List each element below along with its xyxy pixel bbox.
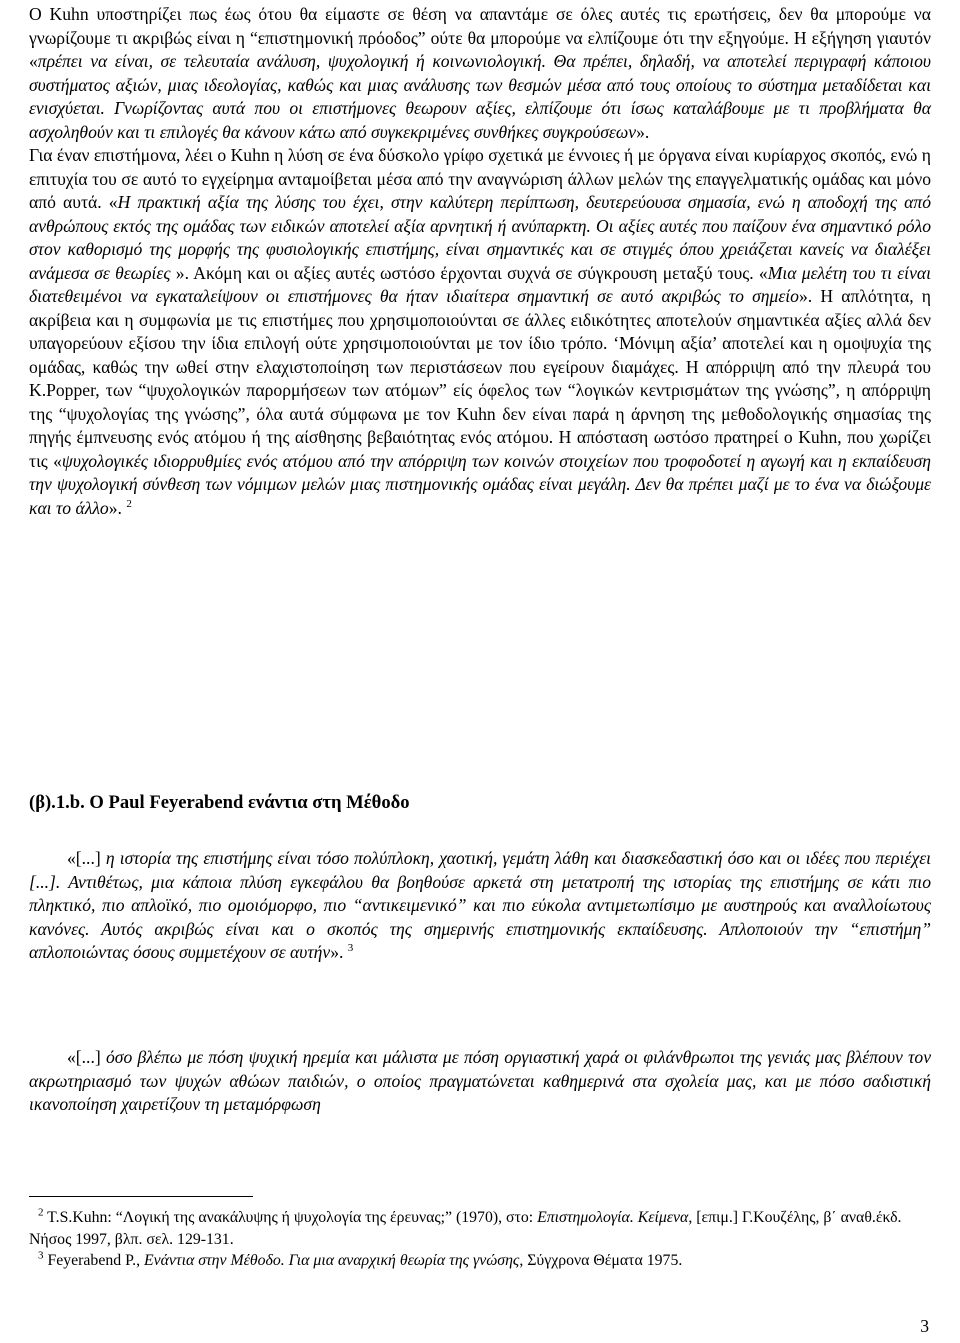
italic-text-run: η ιστορία της επιστήμης είναι τόσο πολύπλοκη, χαοτική, γεμάτη λάθη και διασκεδαστική όσο και οι ιδέες που περιέχει [...]. Αντιθέτως, μια κάποια πλύση εγκεφάλου θα βοηθούσε αρκετά στη μετατροπή της ιστορίας της επιστήμης σε κάτι πιο πληκτικό, πιο απλοϊκό, πιο ομοιόμορφο, πιο “αντικειμενικό” και πιο εύκολα αντιμετωπίσιμο με αυστηρούς και αναλλοίωτους κανόνες. Αυτός ακριβώς είναι και ο σκοπός της σημερινής επιστημονικής εκπαίδευσης. Απλοποιούν την “επιστήμη” απλοποιώντας όσους συμμετέχουν σε αυτήν (29, 848, 932, 962)
italic-text-run: Μια μελέτη του τι είναι διατεθειμένοι να εγκαταλείψουν οι επιστήμονες θα ήταν ιδιαίτερα σημαντική σε αυτό ακριβώς το σημείο (29, 262, 931, 306)
italic-text-run: Η πρακτική αξία της λύσης του έχει, στην καλύτερη περίπτωση, δευτερεύουσα σημασία, ενώ η αποδοχή της από ανθρώπους εκτός της ομάδας των ειδικών αποτελεί αξία αρνητική ή ανύπαρκτη. Οι αξίες αυτές που παίζουν ένα σημαντικό ρόλο στον καθορισμό της μορφής της φυσιολογικής επιστήμης, είναι σημαντικές και σε στιγμές όπου χρειάζεται κανείς να διαλέξει ανάμεσα σε θεωρίες (29, 192, 932, 283)
section-heading: (β).1.b. Ο Paul Feyerabend ενάντια στη Μέθοδο (29, 792, 410, 813)
italic-text-run: Επιστημολογία. Κείμενα (537, 1209, 689, 1226)
footnote-separator (29, 1196, 253, 1197)
text-run: Για έναν επιστήμονα, λέει ο Kuhn η λύση σε ένα δύσκολο γρίφο σχετικά με έννοιες ή με όργανα είναι κυρίαρχος σκοπός, ενώ η επιτυχία του σε αυτό το εγχείρημα ανταμοίβεται μέσα από την αναγνώριση άλλων μελών της επαγγελματικής ομάδας και μόνο από αυτά. « (29, 145, 931, 212)
text-run: ». (330, 942, 344, 962)
text-run: ». Η απλότητα, η ακρίβεια και η συμφωνία με τις επιστήμες που χρησιμοποιούνται σε άλλες ειδικότητες αποτελούν σημαντικέα αξίες αλλά δεν υπαγορεύουν εξίσου την ίδια επιλογή ούτε χρησιμοποιούνται με τον ίδιο τρόπο. ‘Μόνιμη αξία’ αποτελεί και η ομοψυχία της ομάδας, καθώς την ωθεί στην ελαχιστοποίηση των περιστάσεων που εγείρουν διαμάχες. Η απόρριψη από την πλευρά του K.Popper, των “ψυχολογικών παρορμήσεων των ατόμων” είς όφελος των “λογικών κεντρισμάτων της γνώσης”, η απόρριψη της “ψυχολογίας της γνώσης”, όλα αυτά σύμφωνα με τον Kuhn δεν είναι παρά η άρνηση της μεθοδολογικής σημασίας της πηγής έμπνευσης ενός ατόμου ή της αίσθησης βεβαιότητας ενός ατόμου. Η απόσταση ωστόσο πρατηρεί ο Kuhn, που χωρίζει τις « (29, 286, 932, 471)
text-run: «[...] (67, 1047, 106, 1067)
quote-paragraph (29, 847, 931, 965)
text-run: ». Ακόμη και οι αξίες αυτές ωστόσο έρχονται συχνά σε σύγκρουση μεταξύ τους. « (170, 262, 768, 283)
italic-text-run: πρέπει να είναι, σε τελευταία ανάλυση, ψυχολογική ή κοινωνιολογική. Θα πρέπει, δηλαδή, να αποτελεί περιγραφή κάποιου συστήματος αξιών, μιας ιδεολογίας, καθώς και μιας ανάλυσης των θεσμών μέσα από τους οποίους το σύστημα μεταδίδεται και ενισχύεται. Γνωρίζοντας αυτά που οι επιστήμονες θεωρουν αξίες, ελπίζουμε ότι ίσως καταλάβουμε με τι προβλήματα θα ασχοληθούν και τι επιλογές θα κάνουν κάτω από συγκεκριμένες συνθήκες συγκρούσεων (29, 51, 931, 142)
footnote-number: 2 (38, 1206, 44, 1219)
text-run: Ο Kuhn υποστηρίζει πως έως ότου θα είμαστε σε θέση να απαντάμε σε όλες αυτές τις ερωτήσεις, δεν θα μπορούμε να γνωρίζουμε τι ακριβώς είναι η “επιστημονική πρόοδος” ούτε θα μπορούμε να ελπίζουμε ότι την εξηγούμε. Η εξήγηση γιαυτόν « (29, 4, 931, 71)
footnote-number: 3 (38, 1249, 44, 1262)
body-paragraph (29, 3, 931, 520)
italic-text-run: ψυχολογικές ιδιορρυθμίες ενός ατόμου από την απόρριψη των κοινών στοιχείων που τροφοδοτεί η αγωγή και η εκπαίδευση την ψυχολογική σύνθεση των νόμιμων μελών μιας πιστημονικής ομάδας είναι μεγάλη. Δεν θα πρέπει μαζί με το ένα να διώξουμε και το άλλο (29, 450, 931, 518)
text-run: , [επιμ.] Γ.Κουζέλης, β΄ αναθ.έκδ. Νήσος 1997, βλπ. σελ. 129-131. (29, 1209, 902, 1248)
quote-paragraph (29, 1046, 931, 1117)
italic-text-run: Ενάντια στην Μέθοδο. Για μια αναρχική θεωρία της γνώσης (143, 1252, 520, 1269)
footnotes (29, 1207, 931, 1272)
footnote-2 (29, 1207, 931, 1250)
footnote-reference[interactable]: 3 (347, 942, 354, 955)
text-run: , Σύγχρονα Θέματα 1975. (519, 1252, 683, 1269)
page-number: 3 (920, 1316, 929, 1336)
footnote-reference[interactable]: 2 (126, 497, 132, 510)
text-run: ». (636, 121, 650, 142)
text-run: Feyerabend P., (43, 1252, 144, 1269)
text-run: ». (108, 497, 122, 518)
text-run: «[...] (67, 848, 106, 868)
text-run: T.S.Kuhn: “Λογική της ανακάλυψης ή ψυχολογία της έρευνας;” (1970), στο: (43, 1209, 538, 1226)
footnote-3 (29, 1250, 931, 1272)
italic-text-run: όσο βλέπω με πόση ψυχική ηρεμία και μάλιστα με πόση οργιαστική χαρά οι φιλάνθρωποι της γενιάς μας βλέπουν τον ακρωτηριασμό των ψυχών αθώων παιδιών, ο οποίος πραγματώνεται καθημερινά στα σχολεία μας, και με πόσο σαδιστική ικανοποίηση χαιρετίζουν τη μεταμόρφωση (29, 1047, 931, 1114)
